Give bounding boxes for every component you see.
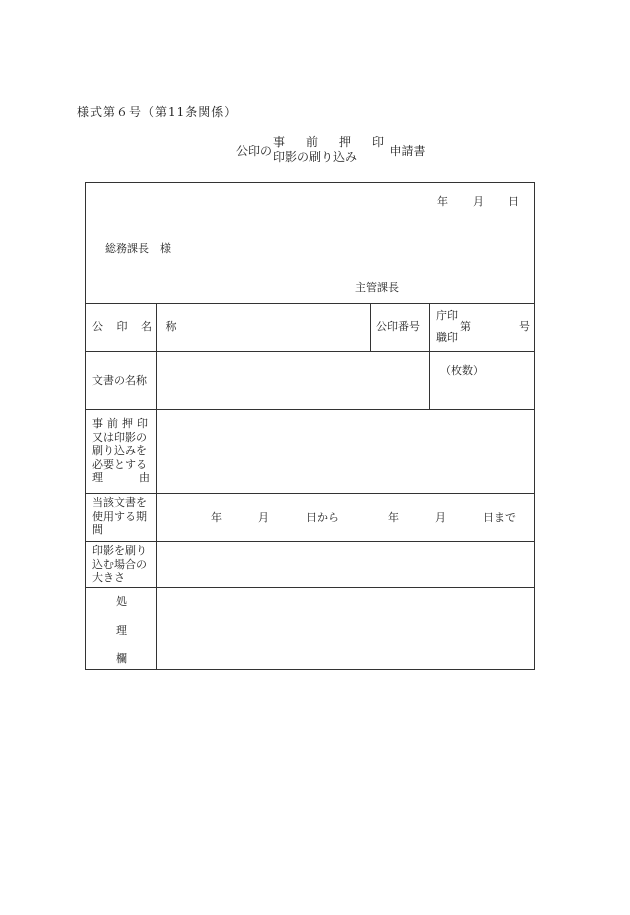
addressee-label: 総務課長 様 (105, 242, 171, 255)
reason-label-ri: 理 (92, 471, 103, 484)
reason-label-line-5 (92, 471, 150, 485)
reason-label (92, 417, 152, 485)
form-number: 様式第６号（第11条関係） (77, 105, 238, 119)
applicant-label: 主管課長 (355, 281, 399, 294)
period-from-month-label: 月 (258, 511, 269, 524)
date-year-label: 年 (437, 195, 448, 208)
number-go-label: 号 (519, 320, 530, 333)
title-suffix: 申請書 (389, 143, 426, 158)
usage-period-label: 当該文書を使用する期間 (92, 496, 147, 536)
seal-name-label: 公 印 名 称 (92, 320, 182, 333)
date-day-label: 日 (508, 195, 519, 208)
imprint-size-field[interactable] (157, 542, 534, 586)
period-from-year-label: 年 (211, 511, 222, 524)
document-name-label: 文書の名称 (92, 374, 147, 387)
reason-label-line-1: 事前押印 (92, 417, 152, 430)
seal-type-official-label: 職印 (436, 331, 458, 344)
period-to-year-label: 年 (388, 511, 399, 524)
document-name-field[interactable] (157, 352, 428, 408)
form-title (236, 132, 426, 168)
reason-field[interactable] (157, 410, 534, 492)
period-from-day-label: 日から (306, 511, 339, 524)
period-to-month-label: 月 (435, 511, 446, 524)
period-to-day-label: 日まで (483, 511, 516, 524)
processing-label-sho: 処 (116, 595, 127, 608)
sheet-count-label: （枚数） (440, 364, 484, 377)
seal-type-office-label: 庁印 (436, 309, 458, 322)
reason-label-yu: 由 (139, 471, 150, 484)
reason-label-line-2: 又は印影の (92, 430, 147, 444)
processing-field (157, 588, 534, 669)
title-option-imprint: 印影の刷り込み (273, 150, 358, 164)
imprint-size-label: 印影を刷り込む場合の大きさ (92, 544, 147, 584)
number-dai-label: 第 (460, 320, 471, 333)
processing-label-ri: 理 (116, 624, 127, 637)
seal-number-label: 公印番号 (376, 320, 420, 333)
title-option-pre-stamp: 事 前 押 印 (273, 135, 389, 149)
processing-label-ran: 欄 (116, 652, 127, 665)
date-month-label: 月 (473, 195, 484, 208)
title-prefix: 公印の (236, 143, 273, 158)
seal-name-field[interactable] (157, 304, 369, 350)
title-options (273, 135, 389, 165)
reason-label-line-3: 刷り込みを (92, 444, 147, 457)
reason-label-line-4: 必要とする (92, 457, 147, 471)
